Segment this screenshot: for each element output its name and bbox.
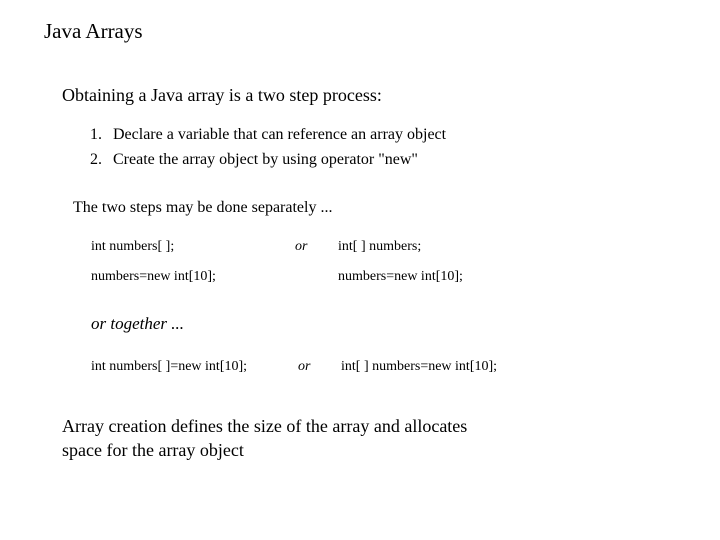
step-item-2 <box>90 152 418 168</box>
or-connector: or <box>295 239 308 254</box>
summary-line: Array creation defines the size of the array and allocates <box>62 416 468 436</box>
together-note: or together ... <box>91 314 185 333</box>
or-connector: or <box>298 359 311 374</box>
code-combined-java-style: int[ ] numbers=new int[10]; <box>341 359 498 374</box>
step-item-1 <box>90 127 446 143</box>
summary-line: space for the array object <box>62 440 244 460</box>
intro-text: Obtaining a Java array is a two step process: <box>62 85 382 105</box>
step-number: 2. <box>90 151 102 168</box>
summary-text <box>62 414 532 462</box>
step-number: 1. <box>90 126 102 143</box>
step-text: Declare a variable that can reference an array object <box>113 126 447 143</box>
slide-title: Java Arrays <box>44 19 143 43</box>
code-creation-left: numbers=new int[10]; <box>91 269 216 284</box>
code-creation-right: numbers=new int[10]; <box>338 269 463 284</box>
code-declaration-c-style: int numbers[ ]; <box>91 239 175 254</box>
separately-note: The two steps may be done separately ... <box>73 199 333 216</box>
step-text: Create the array object by using operator "new" <box>113 151 418 168</box>
code-declaration-java-style: int[ ] numbers; <box>338 239 422 254</box>
code-combined-c-style: int numbers[ ]=new int[10]; <box>91 359 248 374</box>
